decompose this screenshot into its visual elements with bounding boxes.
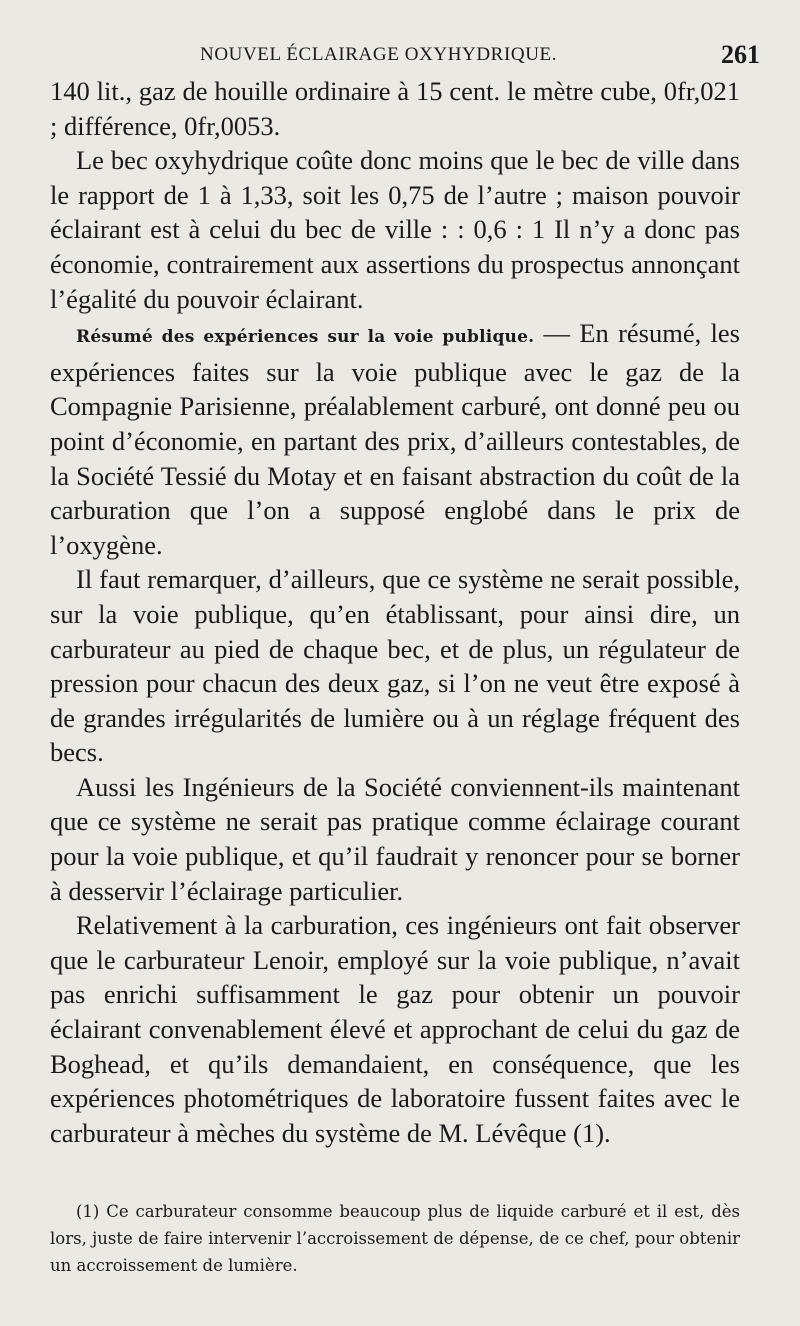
paragraph-2: Le bec oxyhydrique coûte donc moins que le bec de ville dans le rapport de 1 à 1,33, soit les 0,75 de l’autre ; maison pouvoir éclairant est à celui du bec de ville : : 0,6 : 1 Il n’y a donc pas économie, contrairement aux assertions du prospectus annonçant l’égalité du pouvoir éclairant. [50,145,740,314]
page-number: 261 [721,40,760,69]
running-title: NOUVEL ÉCLAIRAGE OXYHYDRIQUE. [200,44,558,65]
paragraph-5: Aussi les Ingénieurs de la Société conviennent-ils maintenant que ce système ne serait pas pratique comme éclairage courant pour la voie publique, et qu’il faudrait y renoncer pour se borner à desservir l’éclairage particulier. [50,771,740,906]
running-head [200,40,760,70]
paragraph-3 [50,316,740,562]
paragraph-1: 140 lit., gaz de houille ordinaire à 15 cent. le mètre cube, 0fr,021 ; différence, 0fr,0053. [50,76,740,141]
paragraph-4: Il faut remarquer, d’ailleurs, que ce système ne serait possible, sur la voie publique, qu’en établissant, pour ainsi dire, un carburateur au pied de chaque bec, et de plus, un régulateur de pression pour chacun des deux gaz, si l’on ne veut être exposé à de grandes irrégularités de lumière ou à un réglage fréquent des becs. [50,564,740,768]
section-heading: Résumé des expériences sur la voie publique. [76,327,535,348]
paragraph-3-text: — En résumé, les expériences faites sur la voie publique avec le gaz de la Compagnie Parisienne, préalablement carburé, ont donné peu ou point d’économie, en partant des prix, d’ailleurs contestables, de la Société Tessié du Motay et en faisant abstraction du coût de la carburation que l’on a supposé englobé dans le prix de l’oxygène. [50,318,740,560]
footnote-1: (1) Ce carburateur consomme beaucoup plus de liquide carburé et il est, dès lors, juste de faire intervenir l’accroissement de dépense, de ce chef, pour obtenir un accroissement de lumière. [50,1202,740,1275]
body-text [50,74,740,1150]
footnotes [50,1198,740,1279]
paragraph-6: Relativement à la carburation, ces ingénieurs ont fait observer que le carburateur Lenoir, employé sur la voie publique, n’avait pas enrichi suffisamment le gaz pour obtenir un pouvoir éclairant convenablement élevé et approchant de celui du gaz de Boghead, et qu’ils demandaient, en conséquence, que les expériences photométriques de laboratoire fussent faites avec le carburateur à mèches du système de M. Lévêque (1). [50,910,740,1148]
